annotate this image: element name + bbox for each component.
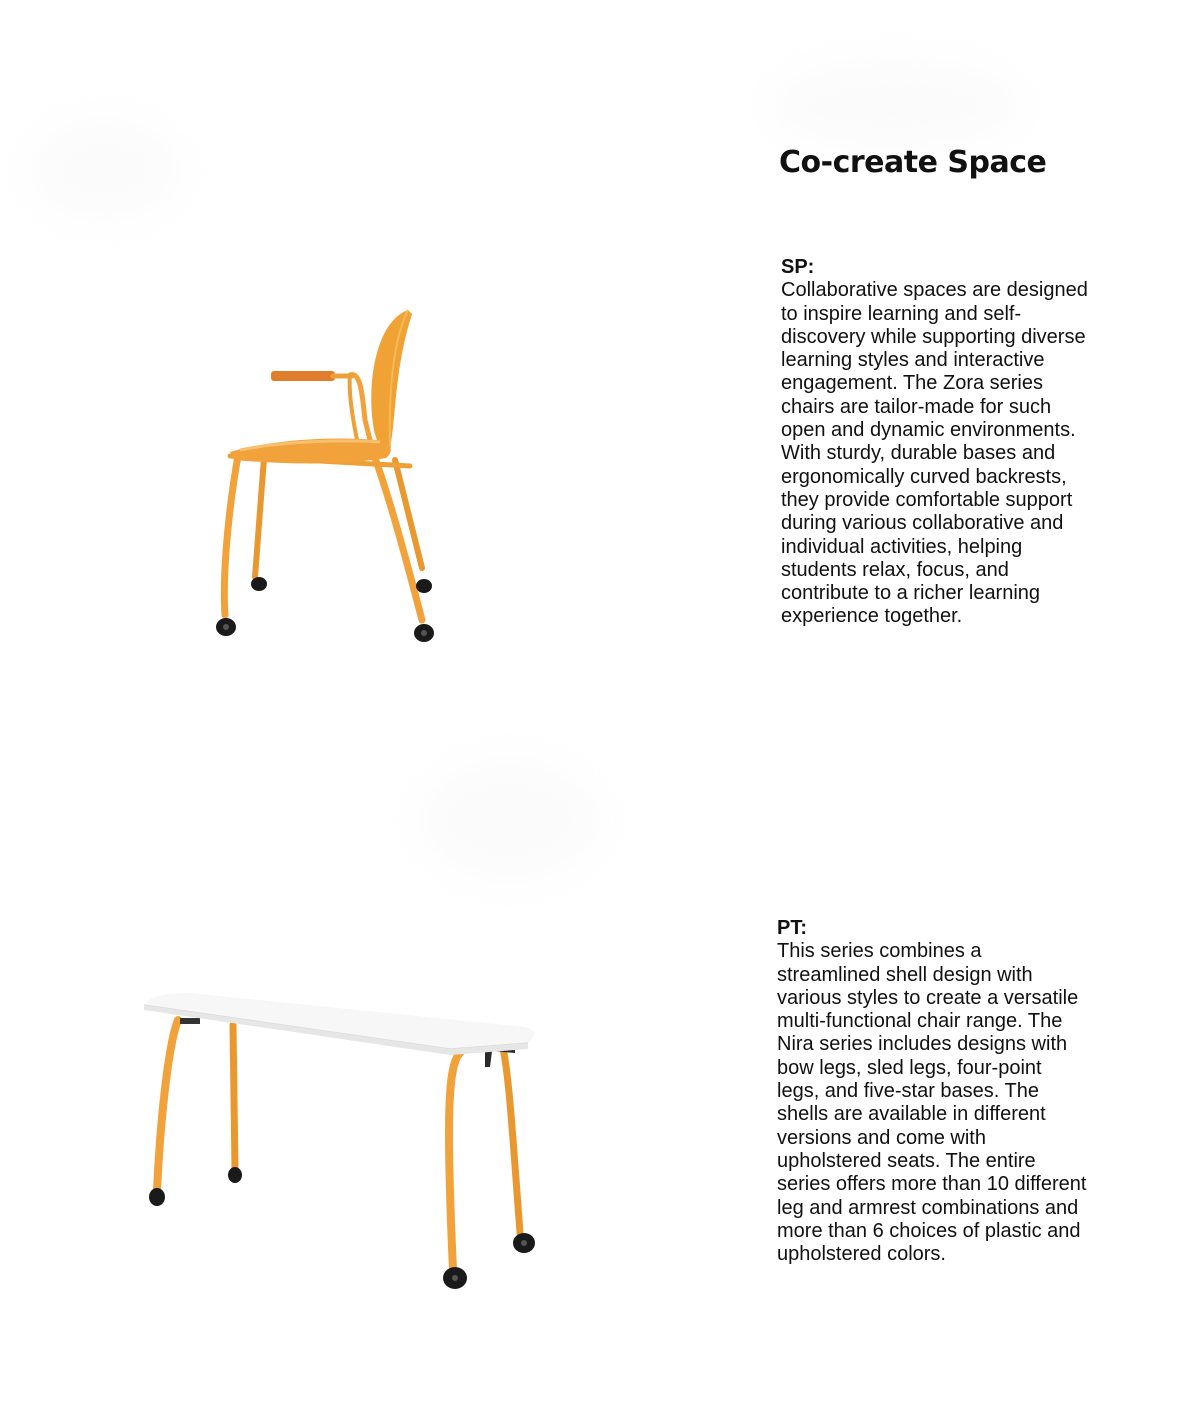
page-title: Co-create Space [779, 145, 1047, 180]
background-blur [30, 120, 180, 220]
product-description-block [777, 917, 1087, 1266]
background-blur [770, 60, 1020, 150]
caster-icon [149, 1167, 535, 1289]
caster-icon [216, 577, 434, 642]
product-code: PT: [777, 917, 807, 939]
background-blur [420, 760, 600, 880]
product-description-block [781, 256, 1091, 629]
orange-chair-image [200, 300, 460, 650]
product-description: This series combines a streamlined shell design with various styles to create a versatile multi-functional chair range. The Nira series includes designs with bow legs, sled legs, four-point legs, and five-star bases. The shells are available in different versions and come with upholstered seats. The entire series offers more than 10 different leg and armrest combinations and more than 6 choices of plastic and upholstered colors. [777, 940, 1087, 1266]
orange-leg-table-image [130, 985, 550, 1295]
product-code: SP: [781, 256, 815, 278]
product-description: Collaborative spaces are designed to inspire learning and self-discovery while supporting diverse learning styles and interactive engagement. The Zora series chairs are tailor-made for such open and dynamic environments. With sturdy, durable bases and ergonomically curved backrests, they provide comfortable support during various collaborative and individual activities, helping students relax, focus, and contribute to a richer learning experience together. [781, 279, 1088, 628]
